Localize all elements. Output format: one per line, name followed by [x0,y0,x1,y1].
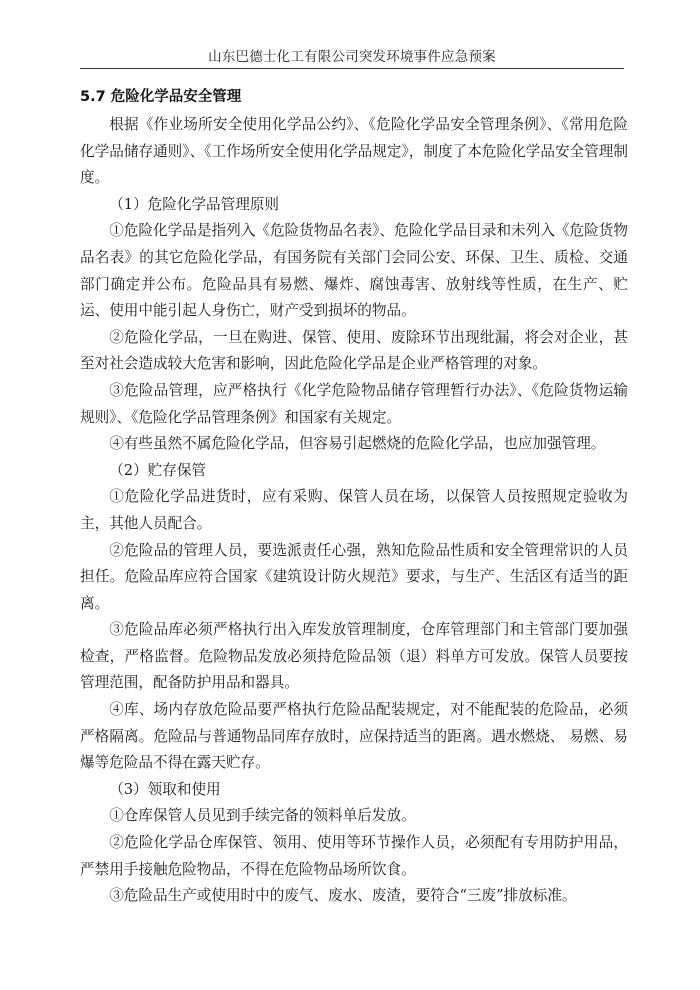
list-item: ①危险化学品进货时，应有采购、保管人员在场，以保管人员按照规定验收为主，其他人员配合。 [80,488,628,532]
subsection-heading: （2）贮存保管 [109,461,207,479]
subsection-heading: （3）领取和使用 [109,780,221,798]
subsection-heading: （1）危险化学品管理原则 [109,195,280,213]
intro-paragraph: 根据《作业场所安全使用化学品公约》、《危险化学品安全管理条例》、《常用危险化学品储存通则》、《工作场所安全使用化学品规定》，制度了本危险化学品安全管理制度。 [80,116,628,187]
list-item: ④库、场内存放危险品要严格执行危险品配装规定，对不能配装的危险品，必须严格隔离。危险品与普通物品同库存放时，应保持适当的距离。遇水燃烧、 易燃、易爆等危险品不得在露天贮存。 [80,701,628,772]
header-rule [80,68,624,69]
list-item: ④有些虽然不属危险化学品，但容易引起燃烧的危险化学品，也应加强管理。 [109,435,606,453]
document-body [80,86,628,910]
list-item: ②危险品的管理人员，要选派责任心强，熟知危险品性质和安全管理常识的人员担任。危险品库应符合国家《建筑设计防火规范》要求，与生产、生活区有适当的距离。 [80,541,628,612]
list-item: ③危险品生产或使用时中的废气、废水、废渣，要符合“三废”排放标准。 [109,887,577,905]
list-item: ①仓库保管人员见到手续完备的领料单后发放。 [109,807,416,825]
list-item: ③危险品管理，应严格执行《化学危险物品储存管理暂行办法》、《危险货物运输规则》、《危险化学品管理条例》和国家有关规定。 [80,381,628,426]
section-title: 5.7 危险化学品安全管理 [80,89,242,105]
list-item: ②危险化学品仓库保管、领用、使用等环节操作人员，必须配有专用防护用品，严禁用手接触危险物品，不得在危险物品场所饮食。 [80,834,628,878]
list-item: ①危险化学品是指列入《危险货物品名表》、危险化学品目录和未列入《危险货物品名表》的其它危险化学品，有国务院有关部门会同公安、环保、卫生、质检、交通部门确定并公布。危险品具有易燃、爆炸、腐蚀毒害、放射线等性质，在生产、贮运、使用中能引起人身伤亡，财产受到损坏的物品。 [80,222,628,320]
list-item: ③危险品库必须严格执行出入库发放管理制度，仓库管理部门和主管部门要加强检查，严格监督。危险物品发放必须持危险品领（退）料单方可发放。保管人员要按管理范围，配备防护用品和器具。 [80,621,628,692]
running-header: 山东巴德士化工有限公司突发环境事件应急预案 [208,49,496,65]
list-item: ②危险化学品，一旦在购进、保管、使用、废除环节出现纰漏，将会对企业，甚至对社会造成较大危害和影响，因此危险化学品是企业严格管理的对象。 [80,328,628,373]
